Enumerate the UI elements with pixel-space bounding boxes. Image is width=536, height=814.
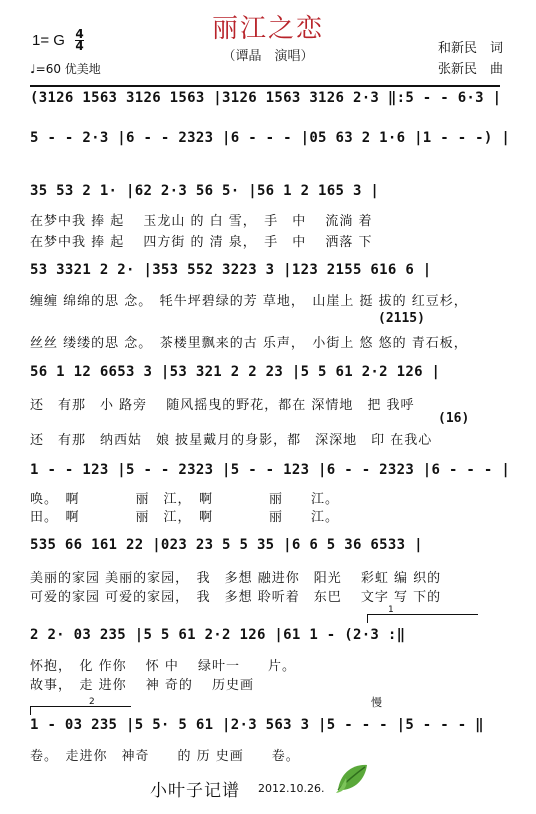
composer-credit: 张新民 曲 [438,62,504,77]
ossia-hint-1: (2115) [378,311,425,326]
transcription-date: 2012.10.26. [258,782,325,795]
tea-leaf-icon [334,760,370,796]
key-signature: 1= G [32,32,65,49]
notation-line-3: 35 53 2 1· |62 2·3 56 5· |56 1 2 165 3 | [30,183,380,199]
ossia-hint-2: (16) [438,411,470,426]
lyricist-credit: 和新民 词 [438,41,504,56]
tempo-marking: ♩=60 优美地 [30,62,101,76]
meter-bottom: 4 [75,39,84,53]
lyric-line-6b: 田。 啊 丽 江， 啊 丽 江。 [30,510,340,525]
time-signature [75,29,84,52]
lyric-line-7a: 美丽的家园 美丽的家园， 我 多想 融进你 阳光 彩虹 编 织的 [30,571,442,586]
slow-marking: 慢 [371,696,382,709]
notation-line-5: 56 1 12 6653 3 |53 321 2 2 23 |5 5 61 2·2 126 | [30,364,441,380]
lyric-line-7b: 可爱的家园 可爱的家园， 我 多想 聆听着 东巴 文字 写 下的 [30,590,442,605]
notation-line-8: 2 2· 03 235 |5 5 61 2·2 126 |61 1 - (2·3 :‖ [30,627,406,643]
performer: （谭晶 演唱） [222,49,314,64]
volta-bracket-2 [30,697,131,715]
song-title: 丽江之恋 [211,14,324,44]
lyric-line-3a: 在梦中我 捧 起 玉龙山 的 白 雪， 手 中 流淌 着 [30,214,373,229]
volta-number-1: 1 [388,605,394,615]
notation-line-9: 1 - 03 235 |5 5· 5 61 |2·3 563 3 |5 - - - |5 - - - ‖ [30,717,484,733]
lyric-line-8a: 怀抱， 化 作你 怀 中 绿叶一 片。 [30,659,297,674]
lyric-line-3b: 在梦中我 捧 起 四方街 的 清 泉， 手 中 洒落 下 [30,235,373,250]
top-rule [30,85,500,87]
lyric-line-5a: 还 有那 小 路旁 随风摇曳的野花，都在 深情地 把 我呼 [30,398,415,413]
notation-line-1: (3126 1563 3126 1563 |3126 1563 3126 2·3 ‖:5 - - 6·3 | [30,90,502,106]
volta-number-2: 2 [89,697,95,707]
lyric-line-5b: 还 有那 纳西姑 娘 披星戴月的身影，都 深深地 印 在我心 [30,433,433,448]
notation-line-4: 53 3321 2 2· |353 552 3223 3 |123 2155 616 6 | [30,262,432,278]
lyric-line-6a: 唤。 啊 丽 江， 啊 丽 江。 [30,492,340,507]
meter-top: 4 [75,27,84,41]
lyric-line-4a: 缠缠 绵绵的思 念。 牦牛坪碧绿的芳 草地， 山崖上 挺 拔的 红豆杉， [30,294,468,309]
lyric-line-4b: 丝丝 缕缕的思 念。 茶楼里飘来的古 乐声， 小街上 悠 悠的 青石板， [30,336,468,351]
notation-line-2: 5 - - 2·3 |6 - - 2323 |6 - - - |05 63 2 1·6 |1 - - -) | [30,130,511,146]
transcriber-signature: 小叶子记谱 [150,781,240,801]
lyric-line-9a: 卷。 走进你 神奇 的 历 史画 卷。 [30,749,300,764]
notation-line-6: 1 - - 123 |5 - - 2323 |5 - - 123 |6 - - 2323 |6 - - - | [30,462,511,478]
notation-line-7: 535 66 161 22 |023 23 5 5 35 |6 6 5 36 6533 | [30,537,423,553]
lyric-line-8b: 故事， 走 进你 神 奇的 历史画 [30,678,255,693]
volta-bracket-1 [367,605,478,623]
